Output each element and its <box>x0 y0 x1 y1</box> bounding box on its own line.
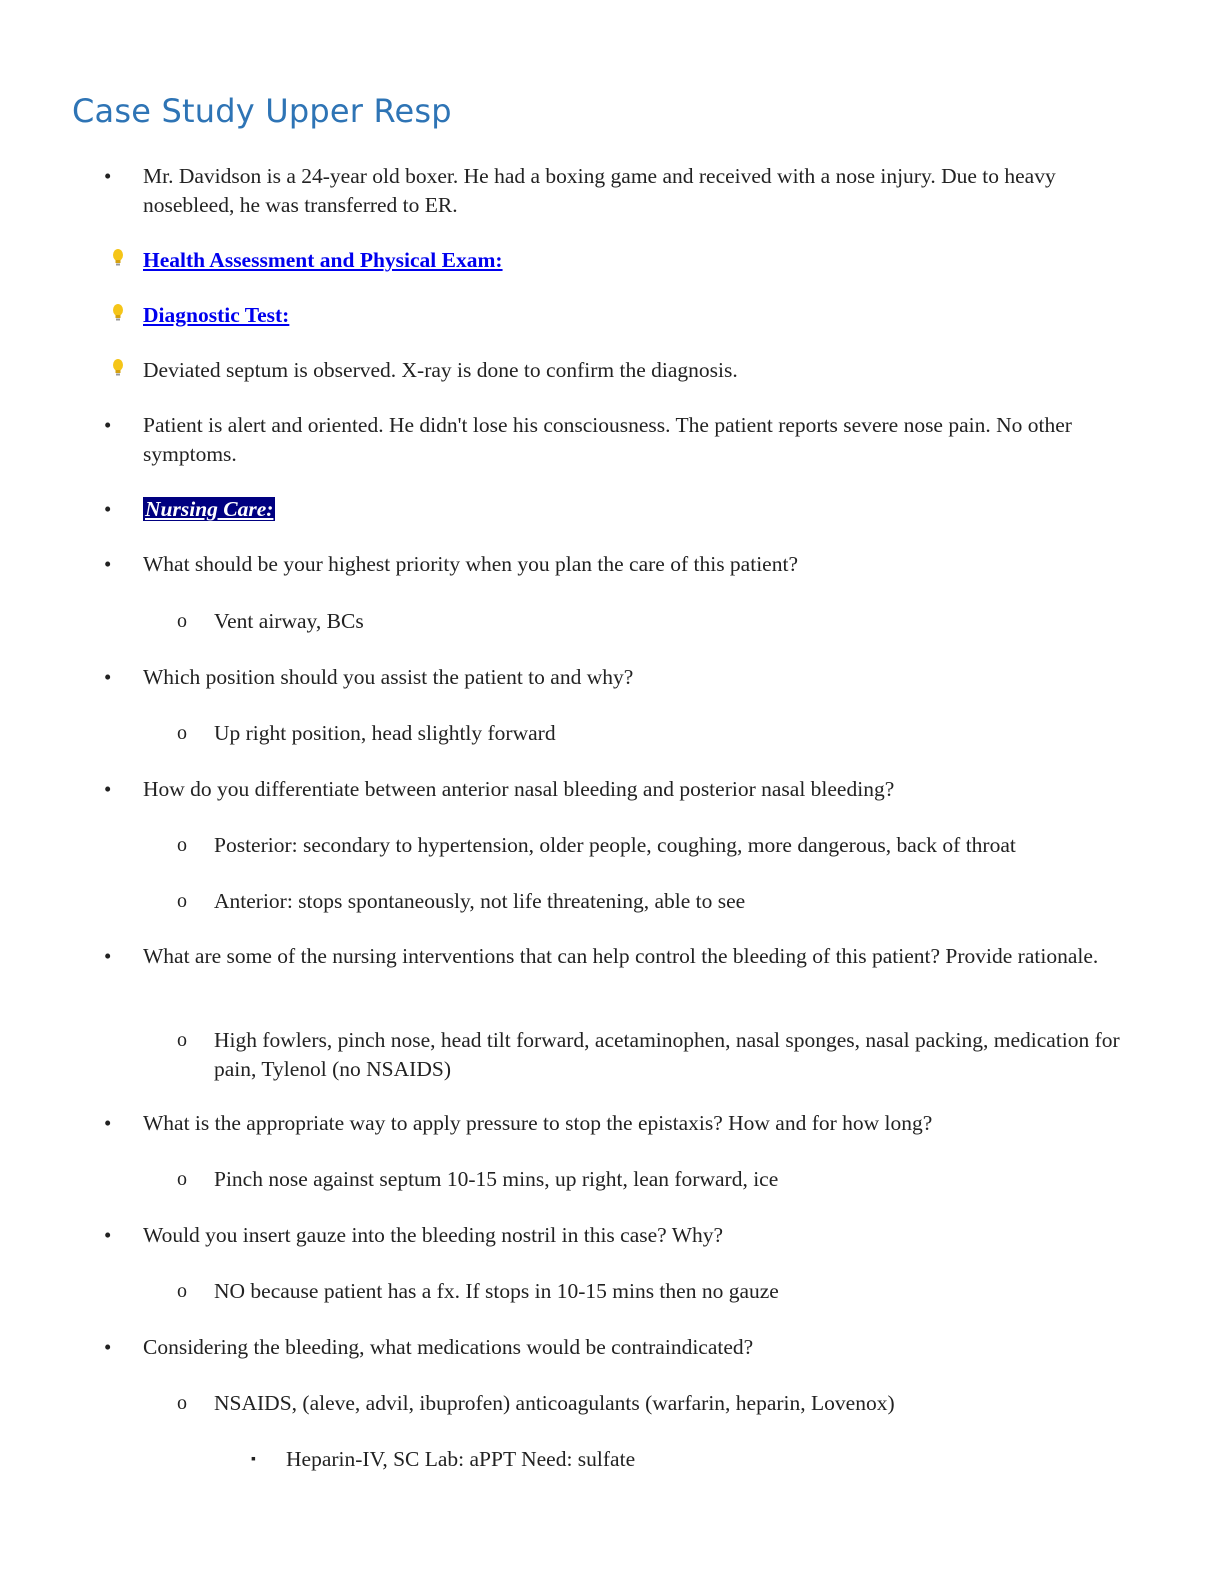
diagnostic-text: Deviated septum is observed. X-ray is done to confirm the diagnosis. <box>143 358 738 382</box>
sub-bullet-glyph: o <box>177 1029 187 1051</box>
sub-bullet-glyph: o <box>177 1280 187 1302</box>
bullet-glyph: • <box>104 1111 112 1135</box>
answer-item: Vent airway, BCs <box>214 609 364 633</box>
question-item: What is the appropriate way to apply pressure to stop the epistaxis? How and for how long? <box>143 1111 933 1135</box>
answer-item: NSAIDS, (aleve, advil, ibuprofen) anticoagulants (warfarin, heparin, Lovenox) <box>214 1391 895 1415</box>
square-bullet-glyph: ▪ <box>251 1452 256 1467</box>
question-item: Considering the bleeding, what medications would be contraindicated? <box>143 1335 754 1359</box>
bullet-glyph: • <box>104 777 112 801</box>
question-item: Would you insert gauze into the bleeding nostril in this case? Why? <box>143 1223 724 1247</box>
bullet-glyph: • <box>104 1223 112 1247</box>
lightbulb-icon <box>110 248 126 270</box>
nursing-care-row <box>143 495 1133 524</box>
sub-bullet-glyph: o <box>177 1392 187 1414</box>
question-item: What are some of the nursing interventions that can help control the bleeding of this patient? Provide rationale. <box>143 944 1099 968</box>
health-assessment-row <box>143 246 1133 275</box>
sub-bullet-glyph: o <box>177 890 187 912</box>
bullet-glyph: • <box>104 1335 112 1359</box>
sub-bullet-glyph: o <box>177 722 187 744</box>
health-assessment-link[interactable]: Health Assessment and Physical Exam: <box>143 248 503 272</box>
sub-bullet-glyph: o <box>177 610 187 632</box>
answer-item: Anterior: stops spontaneously, not life threatening, able to see <box>214 889 746 913</box>
bullet-glyph: • <box>104 944 112 968</box>
nursing-care-heading[interactable]: Nursing Care: <box>145 497 274 521</box>
page-title: Case Study Upper Resp <box>72 92 452 130</box>
diagnostic-test-link[interactable]: Diagnostic Test: <box>143 303 290 327</box>
lightbulb-icon <box>110 358 126 380</box>
question-item: How do you differentiate between anterior nasal bleeding and posterior nasal bleeding? <box>143 777 895 801</box>
bullet-glyph: • <box>104 552 112 576</box>
bullet-glyph: • <box>104 413 112 437</box>
answer-item: Up right position, head slightly forward <box>214 721 556 745</box>
diagnostic-test-row <box>143 301 1133 330</box>
question-item: Which position should you assist the patient to and why? <box>143 665 634 689</box>
answer-item: Posterior: secondary to hypertension, older people, coughing, more dangerous, back of throat <box>214 833 1016 857</box>
lightbulb-icon <box>110 303 126 325</box>
bullet-glyph: • <box>104 665 112 689</box>
answer-subitem: Heparin-IV, SC Lab: aPPT Need: sulfate <box>286 1447 636 1471</box>
patient-status-paragraph: Patient is alert and oriented. He didn't lose his consciousness. The patient reports severe nose pain. No other symptoms. <box>143 413 1072 466</box>
sub-bullet-glyph: o <box>177 834 187 856</box>
bullet-glyph: • <box>104 497 112 521</box>
answer-item: NO because patient has a fx. If stops in 10-15 mins then no gauze <box>214 1279 779 1303</box>
sub-bullet-glyph: o <box>177 1168 187 1190</box>
bullet-glyph: • <box>104 164 112 188</box>
intro-paragraph: Mr. Davidson is a 24-year old boxer. He had a boxing game and received with a nose injury. Due to heavy nosebleed, he was transferred to ER. <box>143 164 1056 217</box>
question-item: What should be your highest priority when you plan the care of this patient? <box>143 552 798 576</box>
answer-item: Pinch nose against septum 10-15 mins, up right, lean forward, ice <box>214 1167 779 1191</box>
answer-item: High fowlers, pinch nose, head tilt forward, acetaminophen, nasal sponges, nasal packing, medication for pain, Tylenol (no NSAIDS) <box>214 1028 1120 1081</box>
